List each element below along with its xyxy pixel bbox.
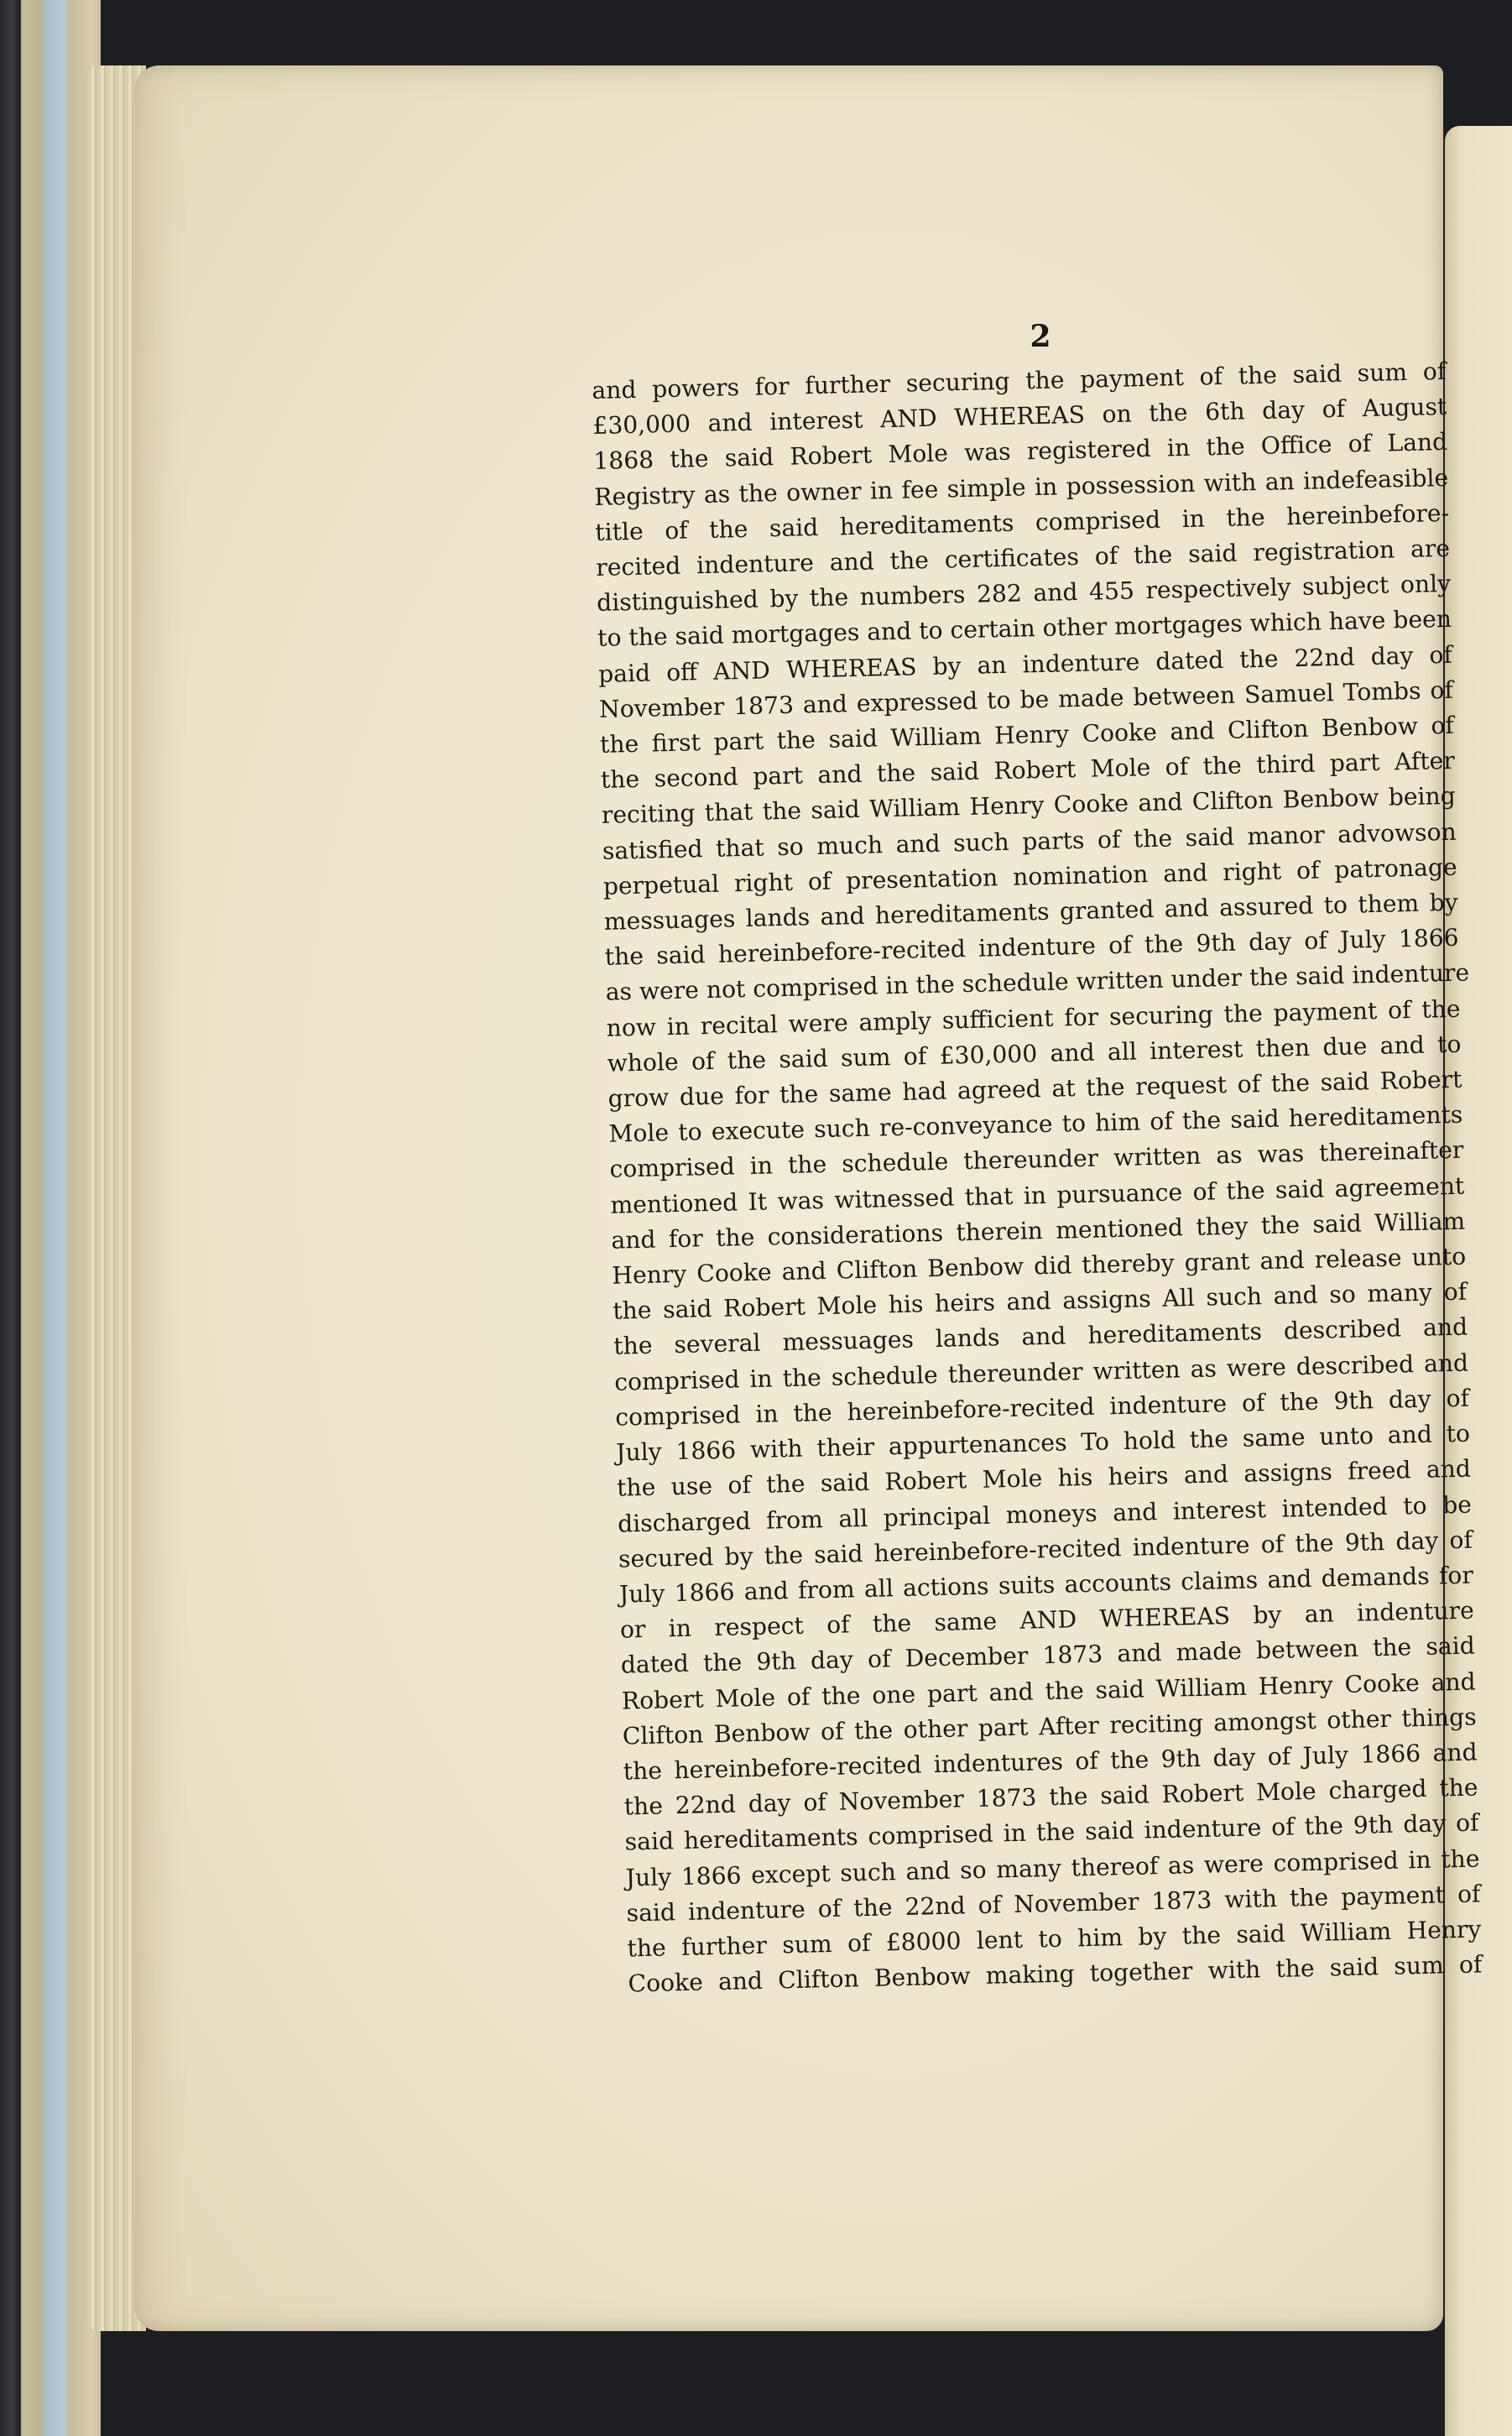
text-line: reciting that the said William Henry Cooke and Clifton Benbow being [601, 782, 1457, 830]
text-line: dated the 9th day of December 1873 and made between the said [620, 1631, 1476, 1679]
text-line: secured by the said hereinbefore-recited indenture of the 9th day of [618, 1526, 1473, 1573]
text-line: and for the considerations therein mentioned they the said William [611, 1207, 1466, 1255]
text-line: comprised in the hereinbefore-recited indenture of the 9th day of [614, 1384, 1470, 1432]
text-line: said hereditaments comprised in the said indenture of the 9th day of [624, 1808, 1479, 1856]
text-line: the 22nd day of November 1873 the said Robert Mole charged the [623, 1773, 1478, 1821]
text-line: recited indenture and the certificates of the said registration are [595, 534, 1451, 582]
text-line: Henry Cooke and Clifton Benbow did thereby grant and release unto [612, 1242, 1467, 1290]
text-line: the first part the said William Henry Cooke and Clifton Benbow of [599, 711, 1455, 759]
text-line: July 1866 with their appurtenances To hold the same unto and to [615, 1419, 1471, 1467]
page-number: 2 [1030, 319, 1051, 354]
text-line: Robert Mole of the one part and the said William Henry Cooke and [621, 1667, 1477, 1715]
text-line: now in recital were amply sufficient for securing the payment of the [606, 994, 1461, 1042]
text-line: the hereinbefore-recited indentures of the 9th day of July 1866 and [623, 1738, 1478, 1786]
text-line: comprised in the schedule thereunder written as were described and [613, 1348, 1469, 1396]
text-line: the further sum of £8000 lent to him by the said William Henry [627, 1915, 1482, 1963]
text-line: to the said mortgages and to certain other mortgages which have been [597, 605, 1452, 653]
text-line: Mole to execute such re-conveyance to him of the said hereditaments [608, 1100, 1463, 1149]
body-text [592, 354, 1483, 2002]
text-line: July 1866 and from all actions suits accounts claims and demands for [618, 1561, 1474, 1609]
book-binding [0, 0, 101, 2436]
text-line: Registry as the owner in fee simple in possession with an indefeasible [593, 463, 1449, 511]
text-line: said indenture of the 22nd of November 1873 with the payment of [626, 1880, 1481, 1927]
text-line: satisfied that so much and such parts of the said manor advowson [602, 817, 1457, 865]
text-line: Cooke and Clifton Benbow making together with the said sum of [628, 1950, 1483, 1998]
text-line: Clifton Benbow of the other part After reciting amongst other things [622, 1703, 1477, 1750]
text-line: the said Robert Mole his heirs and assigns All such and so many of [612, 1277, 1468, 1325]
text-line: November 1873 and expressed to be made between Samuel Tombs of [598, 676, 1454, 723]
text-line: 1868 the said Robert Mole was registered in the Office of Land [593, 428, 1448, 476]
text-line: distinguished by the numbers 282 and 455 respectively subject only [596, 570, 1452, 618]
text-line: the several messuages lands and hereditaments described and [613, 1313, 1468, 1361]
text-line: perpetual right of presentation nomination and right of patronage [602, 853, 1457, 900]
text-line: the use of the said Robert Mole his heirs and assigns freed and [616, 1454, 1472, 1502]
text-line: the second part and the said Robert Mole of the third part After [600, 747, 1456, 795]
text-line: title of the said hereditaments comprised in the hereinbefore- [594, 498, 1450, 546]
text-line: the said hereinbefore-recited indenture of the 9th day of July 1866 [604, 923, 1459, 972]
text-line: discharged from all principal moneys and interest intended to be [617, 1490, 1473, 1538]
text-line: July 1866 except such and so many thereof as were comprised in the [625, 1844, 1480, 1892]
text-line: mentioned It was witnessed that in pursuance of the said agreement [610, 1171, 1465, 1219]
text-line: whole of the said sum of £30,000 and all interest then due and to [607, 1030, 1462, 1077]
text-line: as were not comprised in the schedule written under the said indenture [605, 958, 1470, 1007]
text-line: grow due for the same had agreed at the request of the said Robert [607, 1065, 1462, 1113]
text-line: and powers for further securing the payment of the said sum of [592, 357, 1447, 404]
text-line: or in respect of the same AND WHEREAS by an indenture [619, 1596, 1475, 1644]
text-line: £30,000 and interest AND WHEREAS on the 6th day of August [592, 393, 1447, 441]
text-line: paid off AND WHEREAS by an indenture dated the 22nd day of [597, 640, 1453, 688]
text-line: messuages lands and hereditaments granted and assured to them by [603, 888, 1458, 936]
text-line: comprised in the schedule thereunder written as was thereinafter [609, 1136, 1464, 1184]
